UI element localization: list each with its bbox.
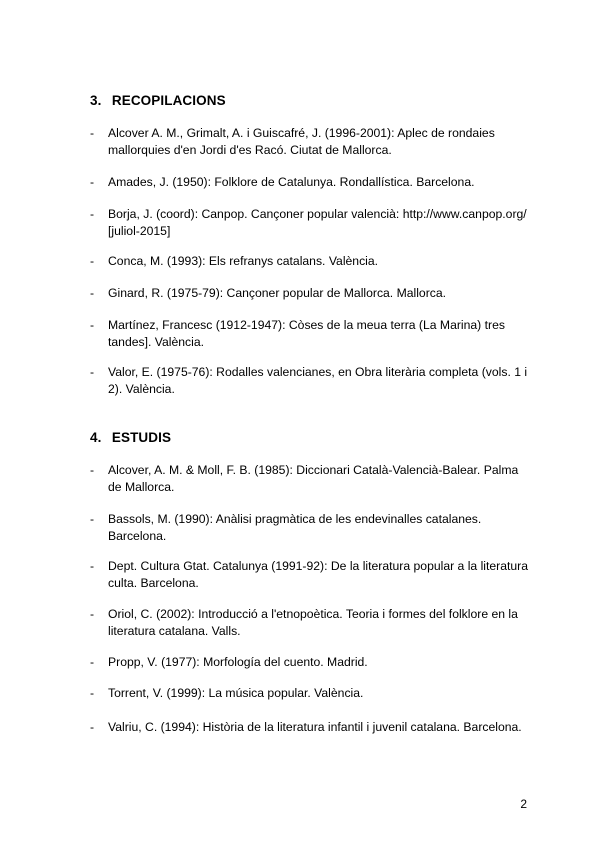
entry-text: Ginard, R. (1975-79): Cançoner popular de Mallorca. Mallorca.: [108, 286, 447, 300]
bibliography-entry: [90, 606, 530, 640]
bibliography-entry: [90, 654, 530, 671]
list-dash: -: [90, 254, 95, 268]
bibliography-entry: [90, 317, 530, 351]
list-dash: -: [90, 126, 95, 140]
list-dash: -: [90, 559, 95, 573]
bibliography-entry: [90, 253, 530, 270]
bibliography-entry: [90, 558, 530, 592]
section-heading-recopilacions: [90, 93, 226, 108]
bibliography-entry: [90, 285, 530, 302]
entry-text: Dept. Cultura Gtat. Catalunya (1991-92): De la literatura popular a la literatura culta. Barcelona.: [108, 559, 529, 590]
list-dash: -: [90, 512, 95, 526]
bibliography-entry: [90, 125, 530, 159]
list-dash: -: [90, 720, 95, 734]
list-dash: -: [90, 286, 95, 300]
page-number: 2: [520, 797, 527, 811]
entry-text: Oriol, C. (2002): Introducció a l'etnopoètica. Teoria i formes del folklore en la literatura catalana. Valls.: [108, 607, 518, 638]
list-dash: -: [90, 318, 95, 332]
bibliography-entry: [90, 206, 530, 240]
bibliography-entry: [90, 462, 530, 496]
entry-text: Propp, V. (1977): Morfología del cuento. Madrid.: [108, 655, 368, 669]
section-title: RECOPILACIONS: [111, 93, 226, 108]
section-heading-estudis: [90, 430, 171, 445]
section-number: 3.: [90, 93, 102, 108]
entry-text: Martínez, Francesc (1912-1947): Còses de la meua terra (La Marina) tres tandes]. València.: [108, 318, 505, 349]
list-dash: -: [90, 207, 95, 221]
list-dash: -: [90, 607, 95, 621]
list-dash: -: [90, 365, 95, 379]
entry-text: Conca, M. (1993): Els refranys catalans. València.: [108, 254, 379, 268]
list-dash: -: [90, 175, 95, 189]
list-dash: -: [90, 463, 95, 477]
bibliography-entry: [90, 685, 530, 702]
bibliography-entry: [90, 364, 530, 398]
list-dash: -: [90, 655, 95, 669]
entry-text: Borja, J. (coord): Canpop. Cançoner popular valencià: http://www.canpop.org/ [juliol-2015]: [108, 207, 527, 238]
section-title: ESTUDIS: [111, 430, 172, 445]
list-dash: -: [90, 686, 95, 700]
entry-text: Alcover, A. M. & Moll, F. B. (1985): Diccionari Català-Valencià-Balear. Palma de Mallorca.: [108, 463, 519, 494]
entry-text: Alcover A. M., Grimalt, A. i Guiscafré, J. (1996-2001): Aplec de rondaies mallorquies d'en Jordi d'es Racó. Ciutat de Mallorca.: [108, 126, 495, 157]
bibliography-entry: [90, 719, 530, 736]
entry-text: Torrent, V. (1999): La música popular. València.: [108, 686, 364, 700]
entry-text: Valor, E. (1975-76): Rodalles valencianes, en Obra literària completa (vols. 1 i 2). València.: [108, 365, 528, 396]
entry-text: Valriu, C. (1994): Història de la literatura infantil i juvenil catalana. Barcelona.: [108, 720, 522, 734]
section-number: 4.: [90, 430, 102, 445]
bibliography-entry: [90, 511, 530, 545]
bibliography-entry: [90, 174, 530, 191]
entry-text: Amades, J. (1950): Folklore de Catalunya. Rondallística. Barcelona.: [108, 175, 475, 189]
entry-text: Bassols, M. (1990): Anàlisi pragmàtica de les endevinalles catalanes. Barcelona.: [108, 512, 482, 543]
